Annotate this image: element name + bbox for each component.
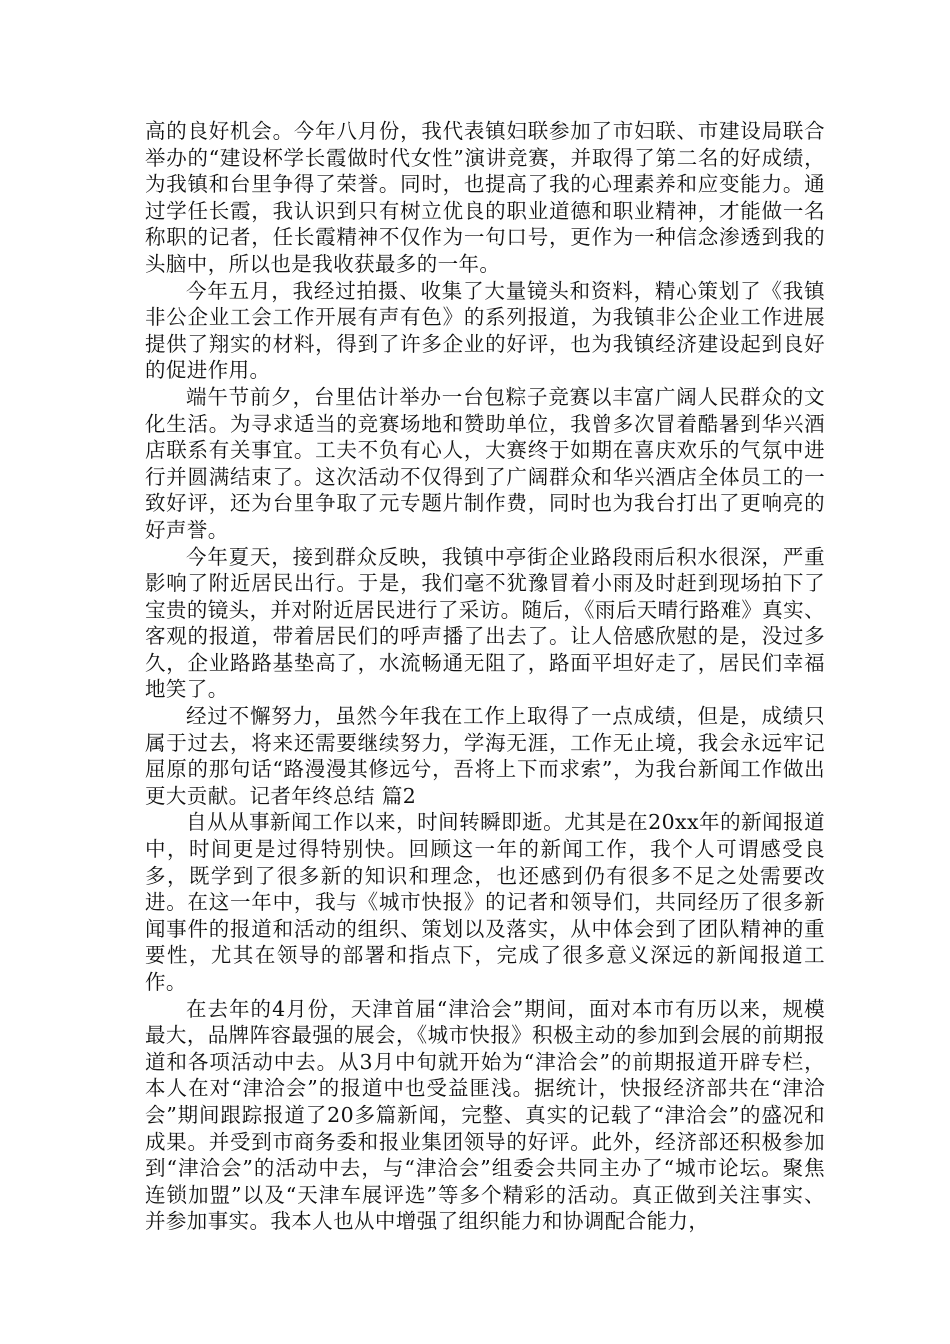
paragraph-dragon-boat: 端午节前夕，台里估计举办一台包粽子竞赛以丰富广阔人民群众的文化生活。为寻求适当的竞赛场地和赞助单位，我曾多次冒着酷暑到华兴酒店联系有关事宜。工夫不负有心人，大赛终于如期在喜庆欢乐的气氛中进行并圆满结束了。这次活动不仅得到了广阔群众和华兴酒店全体员工的一致好评，还为台里争取了元专题片制作费，同时也为我台打出了更响亮的好声誉。 [145,384,825,542]
paragraph-conclusion: 经过不懈努力，虽然今年我在工作上取得了一点成绩，但是，成绩只属于过去，将来还需要继续努力，学海无涯，工作无止境，我会永远牢记屈原的那句话“路漫漫其修远兮，吾将上下而求索”，为我台新闻工作做出更大贡献。记者年终总结 篇2 [145,704,825,808]
paragraph-continued: 高的良好机会。今年八月份，我代表镇妇联参加了市妇联、市建设局联合举办的“建设杯学长霞做时代女性”演讲竞赛，并取得了第二名的好成绩，为我镇和台里争得了荣誉。同时，也提高了我的心理素养和应变能力。通过学任长霞，我认识到只有树立优良的职业道德和职业精神，才能做一名称职的记者，任长霞精神不仅作为一句口号，更作为一种信念渗透到我的头脑中，所以也是我收获最多的一年。 [145,119,825,276]
paragraph-part2-intro: 自从从事新闻工作以来，时间转瞬即逝。尤其是在20xx年的新闻报道中，时间更是过得特别快。回顾这一年的新闻工作，我个人可谓感受良多，既学到了很多新的知识和理念，也还感到仍有很多不足之处需要改进。在这一年中，我与《城市快报》的记者和领导们，共同经历了很多新闻事件的报道和活动的组织、策划以及落实，从中体会到了团队精神的重要性，尤其在领导的部署和指点下，完成了很多意义深远的新闻报道工作。 [145,810,825,994]
paragraph-summer-report: 今年夏天，接到群众反映，我镇中亭街企业路段雨后积水很深，严重影响了附近居民出行。于是，我们毫不犹豫冒着小雨及时赶到现场拍下了宝贵的镜头，并对附近居民进行了采访。随后，《雨后天晴行路难》真实、客观的报道，带着居民们的呼声播了出去了。让人倍感欣慰的是，没过多久，企业路路基垫高了，水流畅通无阻了，路面平坦好走了，居民们幸福地笑了。 [145,544,825,702]
paragraph-may-report: 今年五月，我经过拍摄、收集了大量镜头和资料，精心策划了《我镇非公企业工会工作开展有声有色》的系列报道，为我镇非公企业工作进展提供了翔实的材料，得到了许多企业的好评，也为我镇经济建设起到良好的促进作用。 [145,278,825,383]
paragraph-expo-report: 在去年的4月份，天津首届“津洽会”期间，面对本市有历以来，规模最大，品牌阵容最强的展会，《城市快报》积极主动的参加到会展的前期报道和各项活动中去。从3月中旬就开始为“津洽会”的前期报道开辟专栏，本人在对“津洽会”的报道中也受益匪浅。据统计，快报经济部共在“津洽会”期间跟踪报道了20多篇新闻，完整、真实的记载了“津洽会”的盛况和成果。并受到市商务委和报业集团领导的好评。此外，经济部还积极参加到“津洽会”的活动中去，与“津洽会”组委会共同主办了“城市论坛。聚焦连锁加盟”以及“天津车展评选”等多个精彩的活动。真正做到关注事实、并参加事实。我本人也从中增强了组织能力和协调配合能力， [145,996,825,1234]
document-page [145,118,825,1235]
